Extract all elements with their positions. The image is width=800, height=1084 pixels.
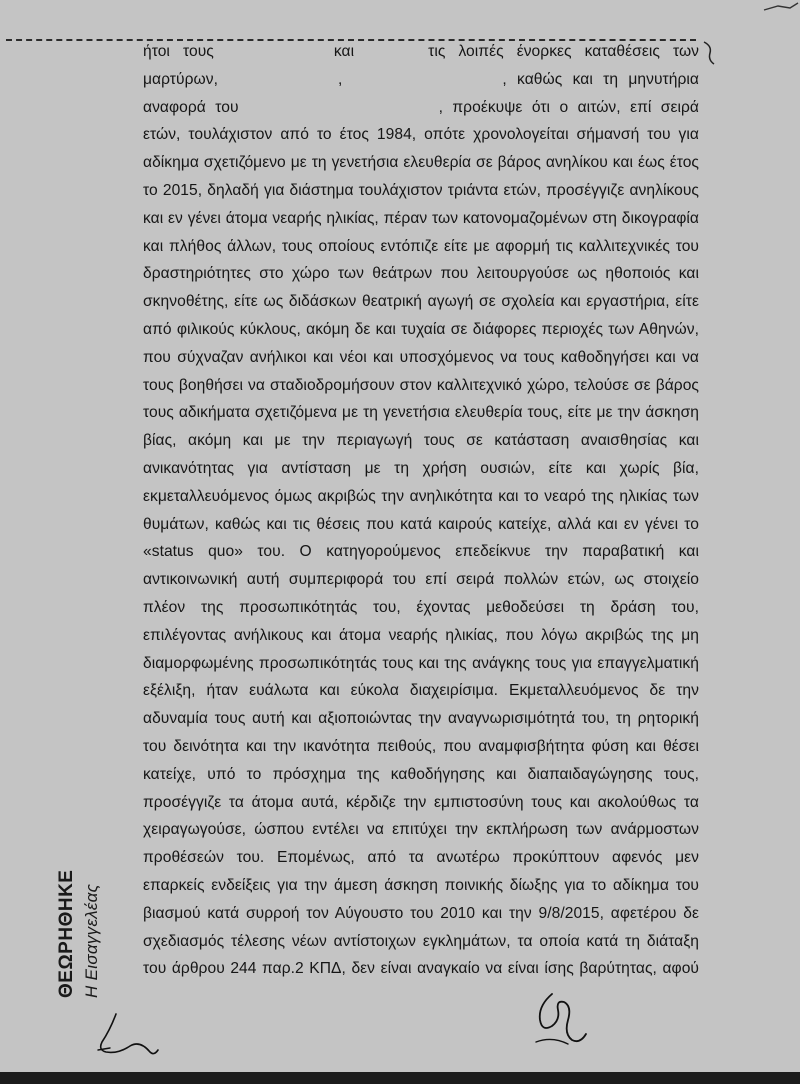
text-line-3 [143, 94, 699, 122]
text-line-9: δραστηριότητες στο χώρο των θεάτρων που λειτουργούσε ως ηθοποιός και [143, 265, 699, 283]
line-2-part-a: μαρτύρων, [143, 70, 218, 88]
text-line-24: εξέλιξη, ήταν ευάλωτα και εύκολα διαχειρίσιμα. Εκμεταλλευόμενος δε την [143, 682, 699, 700]
text-line-21: πλέον της προσωπικότητάς του, έχοντας μεθοδεύσει τη δράση του, [143, 598, 699, 616]
scan-bottom-edge [0, 1072, 800, 1084]
text-line-27: κατείχε, υπό το πρόσχημα της καθοδήγησης και διαπαιδαγώγησης τους, [143, 765, 699, 783]
text-line-23: διαμορφωμένης προσωπικότητάς τους και της ανάγκης τους για επαγγελματική [143, 654, 699, 672]
text-line-17: εκμεταλλευόμενος όμως ακριβώς την ανηλικότητα και το νεαρό της ηλικίας των [143, 487, 699, 505]
text-line-6: το 2015, δηλαδή για διάστημα τουλάχιστον τριάντα ετών, προσέγγιζε ανηλίκους [143, 181, 699, 199]
text-line-1 [143, 38, 699, 66]
text-line-7: και εν γένει άτομα νεαρής ηλικίας, πέραν των κατονομαζομένων στη δικογραφία [143, 209, 699, 227]
text-line-5: αδίκημα σχετιζόμενο με τη γενετήσια ελευθερία σε βάρος ανηλίκου και έως έτος [143, 154, 699, 172]
line-1-part-a: ήτοι τους [143, 43, 214, 60]
text-line-22: επιλέγοντας ανήλικους και άτομα νεαρής ηλικίας, που λόγω ακριβώς της μη [143, 626, 699, 644]
text-line-2 [143, 66, 699, 94]
text-line-30: προθέσεών του. Επομένως, από τα ανωτέρω προκύπτουν αφενός μεν [143, 849, 699, 867]
text-line-12: που σύχναζαν ανήλικοι και νέοι και υποσχόμενος να τους καθοδηγήσει και να [143, 348, 699, 366]
text-line-4: ετών, τουλάχιστον από το έτος 1984, οπότε χρονολογείται σήμανσή του για [143, 126, 699, 144]
line-3-part-b: , προέκυψε ότι ο αιτών, επί σειρά [438, 98, 699, 116]
text-line-32: βιασμού κατά συρροή τον Αύγουστο του 2010 και την 9/8/2015, αφετέρου δε [143, 904, 699, 922]
text-line-33: σχεδιασμός τέλεσης νέων αντίστοιχων εγκλημάτων, τα οποία κατά τη διάταξη [143, 932, 699, 950]
line-2-part-b: , [337, 70, 343, 88]
text-line-34: του άρθρου 244 παρ.2 ΚΠΔ, δεν είναι αναγκαίο να είναι ίσης βαρύτητας, αφού [143, 960, 699, 978]
signature [528, 990, 592, 1048]
text-line-28: προσέγγιζε τα άτομα αυτά, κέρδιζε την εμπιστοσύνη τους και ακολούθως τα [143, 793, 699, 811]
initials-scribble [96, 1012, 160, 1056]
text-line-10: σκηνοθέτης, είτε ως διδάσκων θεατρική αγωγή σε σχολεία και εργαστήρια, είτε [143, 293, 699, 311]
line-1-part-c: τις λοιπές ένορκες καταθέσεις των [428, 43, 699, 60]
text-line-8: και πλήθος άλλων, τους οποίους εντόπιζε είτε με αφορμή τις καλλιτεχνικές του [143, 237, 699, 255]
text-line-20: αντικοινωνική αυτή συμπεριφορά του επί σειρά πολλών ετών, ως στοιχείο [143, 571, 699, 589]
text-line-18: θυμάτων, καθώς και τις θέσεις που κατά καιρούς κατείχε, αλλά και εν γένει το [143, 515, 699, 533]
text-line-31: επαρκείς ενδείξεις για την άμεση άσκηση ποινικής δίωξης για το αδίκημα του [143, 876, 699, 894]
line-1-part-b: και [333, 43, 355, 60]
text-line-14: τους αδικήματα σχετιζόμενα με τη γενετήσια ελευθερία τους, είτε με την άσκηση [143, 404, 699, 422]
text-line-29: χειραγωγούσε, ώσπου εντέλει να επιτύχει την εκπλήρωση των ανάρμοστων [143, 821, 699, 839]
stamp-line-2: Η Εισαγγελέας [82, 883, 101, 998]
text-line-15: βίας, ακόμη και με την περιαγωγή τους σε κατάσταση αναισθησίας και [143, 432, 699, 450]
document-body [143, 38, 699, 983]
text-line-19: «status quo» του. Ο κατηγορούμενος επεδείκνυε την παραβατική και [143, 543, 699, 561]
line-2-part-c: , καθώς και τη μηνυτήρια [502, 70, 699, 88]
stamp-line-1: ΘΕΩΡΗΘΗΚΕ [56, 869, 77, 998]
text-line-13: τους βοηθήσει να σταδιοδρομήσουν στον καλλιτεχνικό χώρο, τελούσε σε βάρος [143, 376, 699, 394]
text-line-26: του δεινότητα και την ικανότητα πειθούς, που αναμφισβήτητα φύση και θέσει [143, 737, 699, 755]
seen-stamp [52, 848, 112, 998]
corner-smudge [760, 0, 800, 14]
text-line-11: από φιλικούς κύκλους, ακόμη δε και τυχαία σε διάφορες περιοχές των Αθηνών, [143, 320, 699, 338]
margin-bracket-mark [702, 40, 716, 66]
line-3-part-a: αναφορά του [143, 98, 239, 116]
text-line-16: ανικανότητας για αντίσταση με τη χρήση ουσιών, είτε και χωρίς βία, [143, 459, 699, 477]
text-line-25: αδυναμία τους αυτή και αξιοποιώντας την αναγνωρισιμότητά του, τη ρητορική [143, 710, 699, 728]
